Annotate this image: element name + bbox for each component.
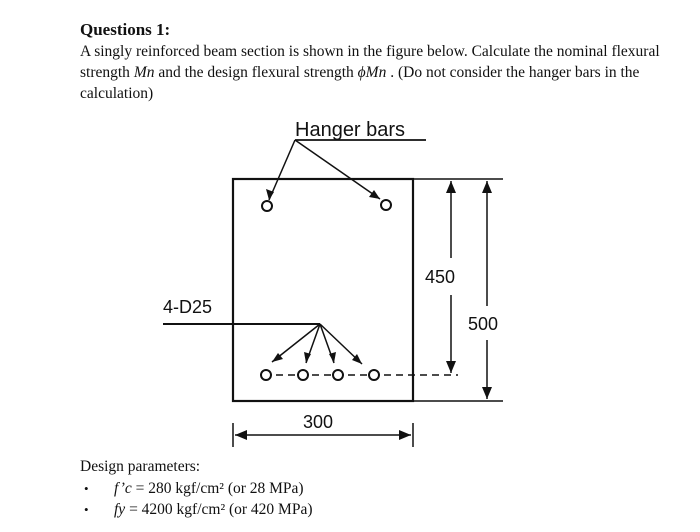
design-parameters-list — [84, 478, 313, 520]
fy-value: = 4200 kgf/cm² (or 420 MPa) — [125, 501, 313, 518]
bottom-bar-1 — [261, 370, 271, 380]
hanger-bar-right — [381, 200, 391, 210]
beam-outline — [233, 179, 413, 401]
parameter-fy — [84, 499, 313, 520]
question-text-part-1: A singly reinforced beam section is shown in the figure below. Calculate the nominal flexural strength — [80, 43, 660, 81]
width-value: 300 — [303, 412, 334, 432]
question-text-part-3: . (Do not consider the hanger bars in the calculation) — [80, 64, 640, 102]
fy-symbol: fy — [114, 501, 126, 518]
total-depth-value: 500 — [468, 314, 499, 334]
bottom-bar-2 — [298, 370, 308, 380]
design-parameters-title: Design parameters: — [80, 458, 201, 475]
effective-depth-arrowhead-top — [446, 181, 456, 193]
hanger-arrowhead-right — [369, 190, 380, 199]
effective-depth-arrowhead-bottom — [446, 361, 456, 373]
fc-symbol: f’c — [114, 480, 132, 497]
hanger-leader-right — [295, 140, 380, 199]
bars-label: 4-D25 — [163, 297, 213, 317]
hanger-bar-left — [262, 201, 272, 211]
total-depth-arrowhead-bottom — [482, 387, 492, 399]
parameter-fc — [84, 478, 313, 499]
width-arrowhead-right — [399, 430, 411, 440]
question-text-part-2: and the design flexural strength — [154, 64, 358, 81]
question-title: Questions 1: — [80, 20, 171, 39]
hanger-bars-label: Hanger bars — [295, 119, 406, 141]
fc-value: = 280 kgf/cm² (or 28 MPa) — [131, 480, 304, 497]
effective-depth-value: 450 — [425, 267, 456, 287]
total-depth-arrowhead-top — [482, 181, 492, 193]
hanger-leader-left — [269, 140, 295, 200]
bottom-bar-3 — [333, 370, 343, 380]
bottom-bar-4 — [369, 370, 379, 380]
mn-symbol: Mn — [133, 64, 155, 81]
width-arrowhead-left — [235, 430, 247, 440]
phi-mn-symbol: ϕMn — [357, 64, 387, 81]
